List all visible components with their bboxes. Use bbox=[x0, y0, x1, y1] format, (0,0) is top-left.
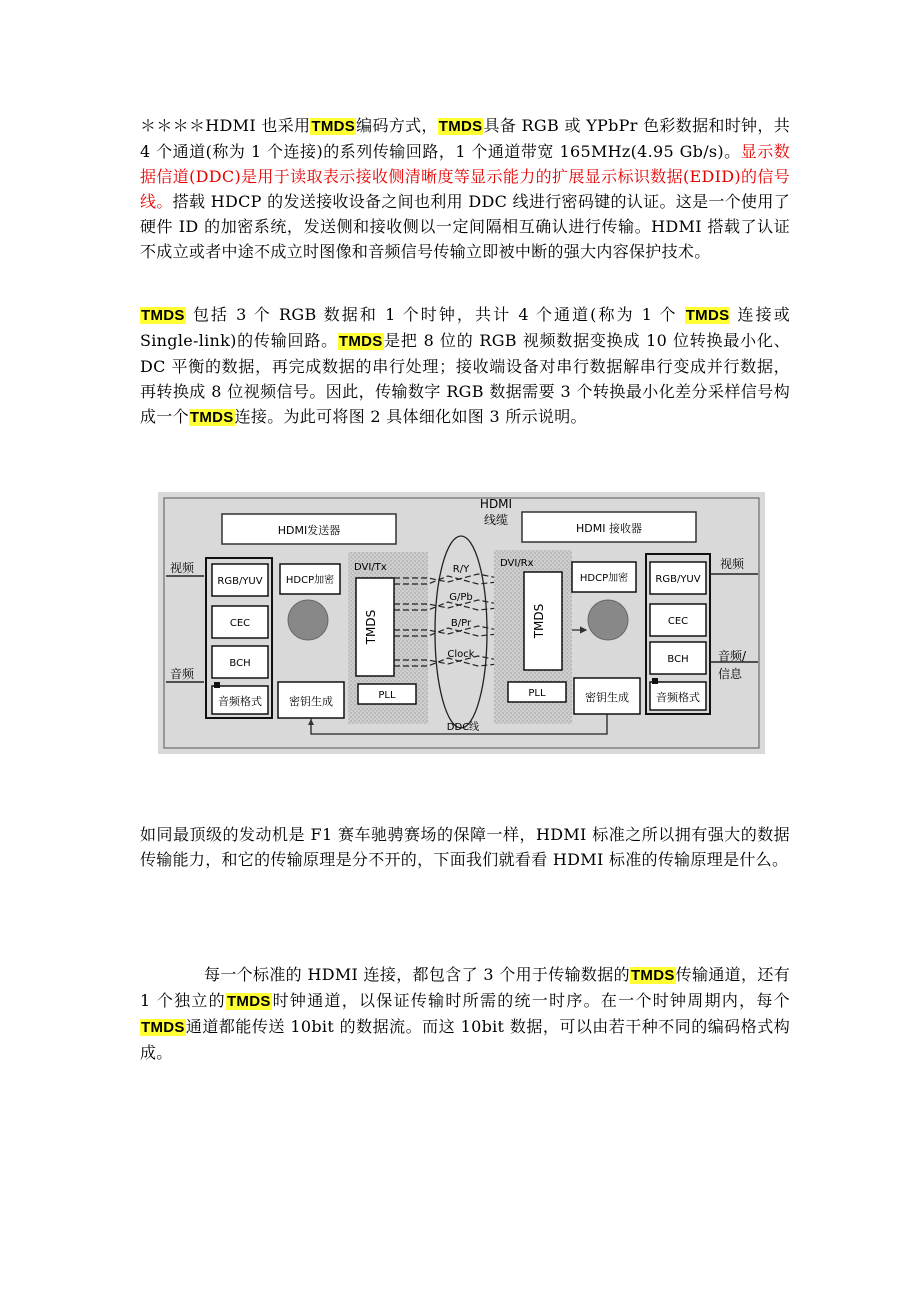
tmds-tx: TMDS bbox=[364, 609, 378, 645]
text-run: 包括 3 个 RGB 数据和 1 个时钟，共计 4 个通道(称为 1 个 bbox=[185, 305, 685, 324]
text-run: 编码方式， bbox=[356, 116, 438, 135]
paragraph-tmds-channels-detail bbox=[140, 962, 790, 1065]
bch-right: BCH bbox=[667, 654, 689, 665]
paragraph-f1-analogy: 如同最顶级的发动机是 F1 赛车驰骋赛场的保障一样，HDMI 标准之所以拥有强大的数据传输能力，和它的传输原理是分不开的，下面我们就看看 HDMI 标准的传输原理是什么。 bbox=[140, 825, 790, 869]
hdmi-block-diagram bbox=[158, 492, 765, 754]
text-run: 是把 8 位的 RGB 视频数据变换成 10 位转换最小化、DC 平衡的数据，再完成数据的串行处理；接收端设备对串行数据解串行变成并行数据，再转换成 8 位视频信号。因此，传输数字 RGB 数据需要 3 个转换最小化差分采样信号构成一个 bbox=[140, 331, 790, 426]
text-run: 搭载 HDCP 的发送接收设备之间也利用 DDC 线进行密码键的认证。这是一个使用了硬件 ID 的加密系统，发送侧和接收侧以一定间隔相互确认进行传输。HDMI 搭载了认证不成立或者中途不成立时图像和音频信号传输立即被中断的强大内容保护技术。 bbox=[140, 192, 790, 261]
tmds-rx: TMDS bbox=[532, 603, 546, 639]
tmds-highlight: TMDS bbox=[311, 118, 356, 135]
audio-format-left: 音频格式 bbox=[218, 695, 262, 708]
audio-format-right: 音频格式 bbox=[656, 691, 700, 704]
dvi-rx-label: DVI/Rx bbox=[500, 558, 534, 569]
text-run: 每一个标准的 HDMI 连接，都包含了 3 个用于传输数据的 bbox=[204, 965, 630, 984]
channel-b-pr: B/Pr bbox=[450, 618, 472, 629]
text-run: 传输通道，还有 1 个独立的 bbox=[140, 965, 790, 1010]
pll-tx: PLL bbox=[378, 690, 396, 701]
text-run: 时钟通道，以保证传输时所需的统一时序。在一个时钟周期内，每个 bbox=[271, 991, 790, 1010]
encryption-engine-right bbox=[588, 600, 628, 640]
tmds-highlight: TMDS bbox=[141, 1019, 185, 1036]
tmds-highlight: TMDS bbox=[685, 307, 730, 324]
key-gen-left: 密钥生成 bbox=[289, 695, 333, 708]
text-run: 具备 RGB 或 YPbPr 色彩数据和时钟，共 4 个通道(称为 1 个连接)的系列传输回路，1 个通道带宽 165MHz(4.95 Gb/s)。 bbox=[140, 116, 790, 161]
paragraph-hdmi-tmds-intro bbox=[140, 113, 790, 264]
cable-label-cable: 线缆 bbox=[483, 513, 509, 527]
tmds-highlight: TMDS bbox=[189, 409, 234, 426]
video-left-label: 视频 bbox=[170, 561, 195, 575]
audio-info-right-label-1: 音频/ bbox=[718, 649, 747, 663]
dvi-tx-label: DVI/Tx bbox=[354, 562, 387, 573]
audio-left-label: 音频 bbox=[170, 667, 195, 681]
hdcp-right: HDCP加密 bbox=[579, 573, 629, 584]
channel-g-pb: G/Pb bbox=[449, 592, 473, 603]
cec-left: CEC bbox=[229, 618, 251, 629]
channel-r-y: R/Y bbox=[452, 564, 470, 575]
channel-clock: Clock bbox=[447, 649, 475, 660]
tmds-highlight: TMDS bbox=[630, 967, 675, 984]
tmds-highlight: TMDS bbox=[438, 118, 483, 135]
tmds-highlight: TMDS bbox=[141, 307, 185, 324]
ddc-line-label: DDC线 bbox=[446, 722, 480, 733]
tmds-highlight: TMDS bbox=[226, 993, 271, 1010]
text-run: 连接或 Single-link)的传输回路。 bbox=[140, 305, 790, 350]
tmds-highlight: TMDS bbox=[338, 333, 383, 350]
text-run: ＊＊＊＊HDMI 也采用 bbox=[140, 116, 311, 135]
encryption-engine-left bbox=[288, 600, 328, 640]
text-run: 连接。为此可将图 2 具体细化如图 3 所示说明。 bbox=[234, 407, 587, 426]
text-run: 通道都能传送 10bit 的数据流。而这 10bit 数据，可以由若干种不同的编码格式构成。 bbox=[140, 1017, 790, 1062]
receiver-label: HDMI 接收器 bbox=[576, 522, 642, 535]
rgb-yuv-right: RGB/YUV bbox=[655, 574, 701, 585]
video-right-label: 视频 bbox=[720, 557, 745, 571]
cec-right: CEC bbox=[667, 616, 689, 627]
rgb-yuv-left: RGB/YUV bbox=[217, 576, 263, 587]
paragraph-tmds-channels bbox=[140, 302, 790, 430]
pll-rx: PLL bbox=[528, 688, 546, 699]
transmitter-label: HDMI发送器 bbox=[277, 524, 341, 537]
key-gen-right: 密钥生成 bbox=[585, 691, 629, 704]
audio-info-right-label-2: 信息 bbox=[718, 667, 743, 681]
hdcp-left: HDCP加密 bbox=[285, 575, 335, 586]
ddc-red-text: 显示数据信道(DDC)是用于读取表示接收侧清晰度等显示能力的扩展显示标识数据(EDID)的信号线。 bbox=[140, 142, 791, 211]
bch-left: BCH bbox=[229, 658, 251, 669]
cable-label-hdmi: HDMI bbox=[479, 497, 513, 511]
